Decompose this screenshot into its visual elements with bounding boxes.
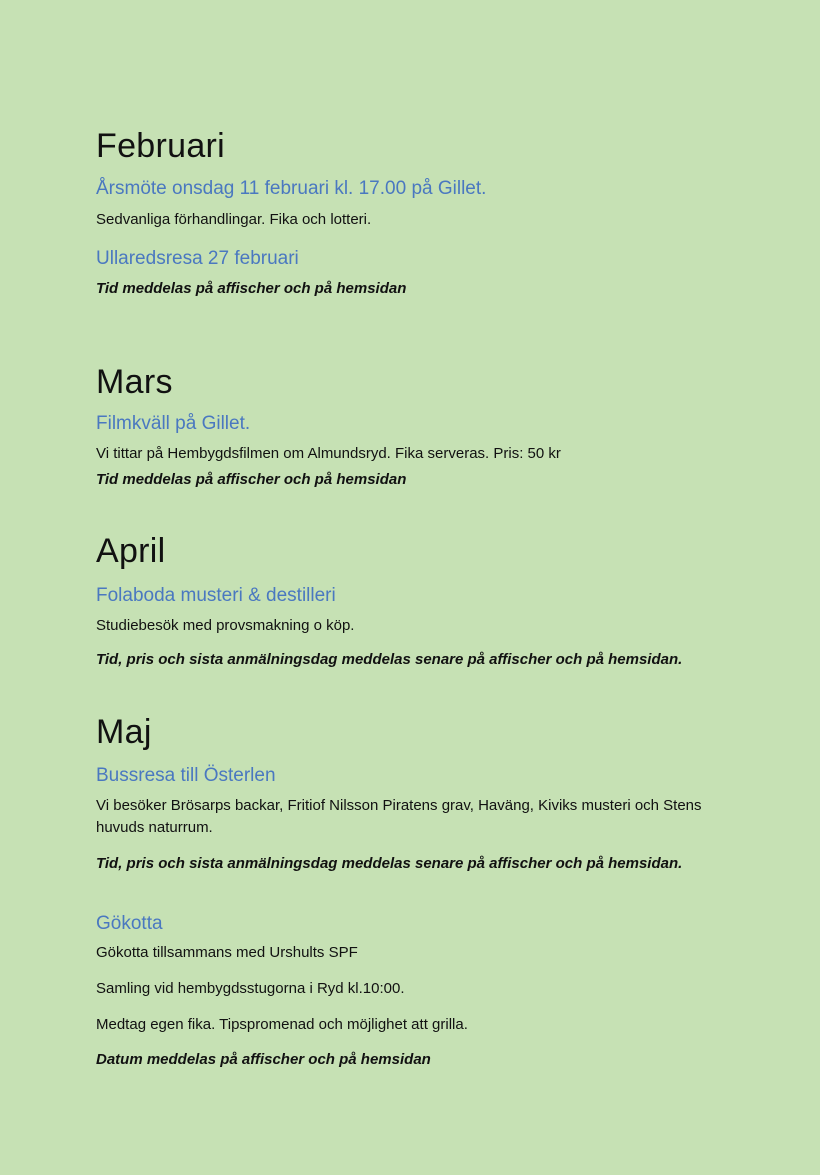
event-note-folaboda: Tid, pris och sista anmälningsdag meddelas senare på affischer och på hemsidan. xyxy=(96,651,683,668)
event-text-gokotta-line1: Gökotta tillsammans med Urshults SPF xyxy=(96,944,358,961)
month-heading-april: April xyxy=(96,532,166,570)
event-title-annual-meeting: Årsmöte onsdag 11 februari kl. 17.00 på Gillet. xyxy=(96,178,487,199)
event-text-film-evening: Vi tittar på Hembygdsfilmen om Almundsryd. Fika serveras. Pris: 50 kr xyxy=(96,445,561,462)
month-heading-may: Maj xyxy=(96,713,152,751)
event-text-bus-trip: Vi besöker Brösarps backar, Fritiof Nilsson Piratens grav, Haväng, Kiviks musteri och Stens huvuds naturrum. xyxy=(96,797,702,836)
event-note-film-evening: Tid meddelas på affischer och på hemsidan xyxy=(96,471,407,488)
event-note-ullared-trip: Tid meddelas på affischer och på hemsidan xyxy=(96,280,407,297)
event-text-annual-meeting: Sedvanliga förhandlingar. Fika och lotteri. xyxy=(96,211,372,228)
event-note-gokotta: Datum meddelas på affischer och på hemsidan xyxy=(96,1051,431,1068)
event-title-film-evening: Filmkväll på Gillet. xyxy=(96,413,251,434)
month-heading-february: Februari xyxy=(96,127,226,165)
event-text-gokotta-line2: Samling vid hembygdsstugorna i Ryd kl.10:00. xyxy=(96,980,405,997)
event-note-bus-trip: Tid, pris och sista anmälningsdag meddelas senare på affischer och på hemsidan. xyxy=(96,855,683,872)
event-text-folaboda: Studiebesök med provsmakning o köp. xyxy=(96,617,355,634)
event-title-bus-trip: Bussresa till Österlen xyxy=(96,765,276,786)
event-text-gokotta-line3: Medtag egen fika. Tipspromenad och möjlighet att grilla. xyxy=(96,1016,468,1033)
event-title-folaboda: Folaboda musteri & destilleri xyxy=(96,585,336,606)
month-heading-march: Mars xyxy=(96,363,173,401)
event-title-ullared-trip: Ullaredsresa 27 februari xyxy=(96,248,299,269)
event-title-gokotta: Gökotta xyxy=(96,913,163,934)
